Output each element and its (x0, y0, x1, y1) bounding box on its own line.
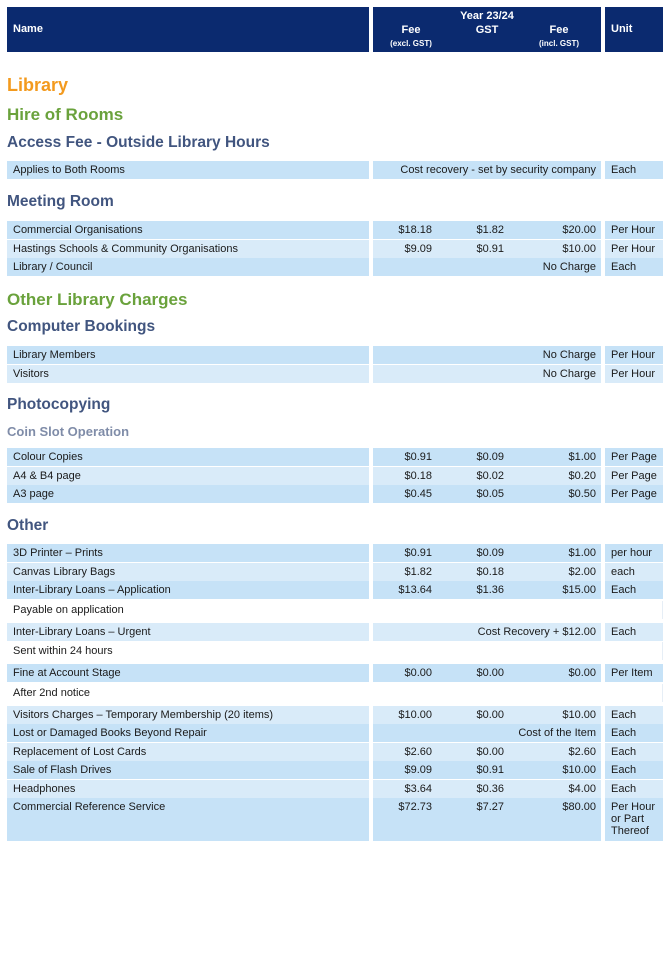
unit-cell (605, 706, 663, 724)
heading-coin-slot: Coin Slot Operation (7, 424, 130, 439)
gst-amount: $0.09 (476, 547, 504, 559)
header-gst: GST (475, 24, 499, 36)
name-cell (7, 563, 369, 581)
header-year: Year 23/24 (460, 10, 514, 22)
unit-cell (605, 761, 663, 779)
fee-excl-gst: $72.73 (398, 801, 432, 813)
heading-other: Other (7, 517, 49, 534)
fee-excl-gst: $9.09 (404, 764, 432, 776)
unit-cell (605, 664, 663, 682)
header-name: Name (13, 23, 43, 35)
note-text: Sent within 24 hours (13, 645, 113, 657)
value-cell (373, 346, 601, 364)
table-row (7, 365, 663, 383)
fee-incl-gst: $0.00 (568, 667, 596, 679)
gst-amount: $1.82 (476, 224, 504, 236)
item-name: Sale of Flash Drives (13, 764, 112, 776)
item-name: Library / Council (13, 261, 93, 273)
fee-incl-gst: $15.00 (562, 584, 596, 596)
header-fee-incl-sub: (incl. GST) (539, 39, 579, 48)
unit-text: Per Hour or Part Thereof (611, 801, 656, 837)
value-cell (373, 467, 601, 485)
heading-access-fee: Access Fee - Outside Library Hours (7, 134, 270, 151)
unit-text: Each (611, 764, 637, 776)
name-cell (7, 258, 369, 276)
unit-cell (605, 623, 663, 641)
name-cell (7, 798, 369, 841)
note-row (7, 601, 663, 619)
table-row (7, 706, 663, 724)
item-name: A4 & B4 page (13, 469, 81, 482)
table-row (7, 743, 663, 761)
item-name: Commercial Reference Service (13, 801, 166, 813)
name-cell (7, 581, 369, 599)
value-cell (373, 258, 601, 276)
name-cell (7, 448, 369, 466)
header-fee: Fee (401, 24, 421, 36)
header-name-cell (7, 7, 369, 52)
header-unit-cell (605, 7, 663, 52)
name-cell (7, 240, 369, 258)
fee-incl-gst: $10.00 (562, 764, 596, 776)
name-cell (7, 365, 369, 383)
fee-excl-gst: $2.60 (404, 745, 432, 758)
unit-cell (605, 724, 663, 742)
item-name: Replacement of Lost Cards (13, 745, 147, 758)
name-cell (7, 743, 369, 761)
fee-excl-gst: $0.18 (404, 469, 432, 482)
heading-meeting-room: Meeting Room (7, 193, 114, 210)
table-row (7, 563, 663, 581)
heading-photocopying: Photocopying (7, 396, 111, 413)
unit-text: Each (611, 782, 637, 795)
fee-incl-gst: $20.00 (562, 224, 596, 236)
value-cell (373, 485, 601, 503)
fee-note: Cost Recovery + $12.00 (477, 625, 596, 638)
fee-excl-gst: $9.09 (404, 242, 432, 255)
unit-text: Each (611, 164, 637, 176)
unit-cell (605, 365, 663, 383)
gst-amount: $0.00 (476, 667, 504, 679)
unit-text: Per Page (611, 488, 657, 500)
item-name: Canvas Library Bags (13, 565, 116, 578)
fee-note: No Charge (542, 261, 596, 273)
name-cell (7, 724, 369, 742)
fee-excl-gst: $0.91 (404, 547, 432, 559)
unit-text: Per Hour (611, 242, 656, 255)
unit-cell (605, 240, 663, 258)
value-cell (373, 761, 601, 779)
unit-text: Per Page (611, 469, 657, 482)
gst-amount: $1.36 (476, 584, 504, 596)
fee-incl-gst: $10.00 (562, 708, 596, 721)
note-text: Payable on application (13, 603, 124, 616)
table-row (7, 780, 663, 798)
value-cell (373, 563, 601, 581)
unit-text: Each (611, 708, 637, 721)
unit-text: Per Hour (611, 224, 656, 236)
fee-incl-gst: $80.00 (562, 801, 596, 813)
table-row (7, 448, 663, 466)
unit-cell (605, 563, 663, 581)
table-row (7, 346, 663, 364)
item-name: Headphones (13, 782, 76, 795)
unit-cell (605, 798, 663, 841)
gst-amount: $0.36 (476, 782, 504, 795)
table-row (7, 240, 663, 258)
item-name: 3D Printer – Prints (13, 547, 103, 559)
name-cell (7, 485, 369, 503)
table-row (7, 664, 663, 682)
item-name: Library Members (13, 349, 96, 361)
item-name: Hastings Schools & Community Organisations (13, 242, 238, 255)
value-cell (373, 365, 601, 383)
fee-note: Cost recovery - set by security company (400, 164, 596, 176)
value-cell (373, 581, 601, 599)
item-name: A3 page (13, 488, 54, 500)
name-cell (7, 544, 369, 562)
table-row (7, 724, 663, 742)
gst-amount: $0.02 (476, 469, 504, 482)
name-cell (7, 221, 369, 239)
name-cell (7, 664, 369, 682)
item-name: Lost or Damaged Books Beyond Repair (13, 727, 207, 739)
unit-cell (605, 467, 663, 485)
note-row (7, 684, 663, 702)
unit-cell (605, 161, 663, 179)
fee-incl-gst: $0.50 (568, 488, 596, 500)
fee-incl-gst: $0.20 (568, 469, 596, 482)
heading-other-library-charges: Other Library Charges (7, 290, 188, 309)
heading-hire-of-rooms: Hire of Rooms (7, 105, 124, 124)
table-row (7, 467, 663, 485)
value-cell (373, 798, 601, 841)
unit-text: Each (611, 727, 637, 739)
unit-text: Each (611, 625, 637, 638)
name-cell (7, 161, 369, 179)
unit-text: per hour (611, 547, 652, 559)
table-row (7, 258, 663, 276)
name-cell (7, 761, 369, 779)
item-name: Commercial Organisations (13, 224, 143, 236)
item-name: Inter-Library Loans – Urgent (13, 625, 151, 638)
unit-cell (605, 743, 663, 761)
table-row (7, 485, 663, 503)
fee-incl-gst: $4.00 (568, 782, 596, 795)
unit-cell (605, 780, 663, 798)
gst-amount: $0.00 (476, 745, 504, 758)
unit-cell (605, 485, 663, 503)
gst-amount: $0.91 (476, 242, 504, 255)
table-row (7, 161, 663, 179)
name-cell (7, 467, 369, 485)
unit-text: Per Hour (611, 349, 656, 361)
fee-excl-gst: $0.00 (404, 667, 432, 679)
fee-excl-gst: $13.64 (398, 584, 432, 596)
value-cell (373, 706, 601, 724)
unit-cell (605, 544, 663, 562)
header-year-cell (373, 7, 601, 52)
fee-incl-gst: $10.00 (562, 242, 596, 255)
gst-amount: $0.00 (476, 708, 504, 721)
value-cell (373, 724, 601, 742)
header-fee-sub: (excl. GST) (390, 39, 432, 48)
value-cell (373, 780, 601, 798)
fee-incl-gst: $2.00 (568, 565, 596, 578)
item-name: Fine at Account Stage (13, 667, 121, 679)
fee-excl-gst: $18.18 (398, 224, 432, 236)
item-name: Visitors (13, 367, 49, 380)
value-cell (373, 221, 601, 239)
unit-text: Each (611, 584, 637, 596)
value-cell (373, 623, 601, 641)
fee-excl-gst: $1.82 (404, 565, 432, 578)
note-row (7, 642, 663, 660)
gst-amount: $0.18 (476, 565, 504, 578)
name-cell (7, 623, 369, 641)
table-row (7, 623, 663, 641)
heading-library: Library (7, 75, 69, 95)
value-cell (373, 743, 601, 761)
unit-cell (605, 221, 663, 239)
table-row (7, 798, 663, 841)
fee-note: Cost of the Item (518, 727, 596, 739)
item-name: Inter-Library Loans – Application (13, 584, 171, 596)
gst-amount: $0.05 (476, 488, 504, 500)
note-text: After 2nd notice (13, 686, 91, 699)
fee-note: No Charge (542, 349, 596, 361)
table-row (7, 221, 663, 239)
heading-computer-bookings: Computer Bookings (7, 318, 156, 335)
unit-cell (605, 581, 663, 599)
name-cell (7, 346, 369, 364)
unit-text: Each (611, 261, 637, 273)
name-cell (7, 706, 369, 724)
fee-excl-gst: $3.64 (404, 782, 432, 795)
table-row (7, 761, 663, 779)
unit-text: Per Hour (611, 367, 656, 380)
table-row (7, 581, 663, 599)
unit-text: Each (611, 745, 637, 758)
unit-cell (605, 448, 663, 466)
item-name: Colour Copies (13, 451, 83, 463)
fee-note: No Charge (542, 367, 596, 380)
item-name: Applies to Both Rooms (13, 164, 125, 176)
fee-excl-gst: $0.45 (404, 488, 432, 500)
value-cell (373, 161, 601, 179)
gst-amount: $0.09 (476, 451, 504, 463)
unit-text: each (611, 565, 635, 578)
unit-text: Per Page (611, 451, 657, 463)
item-name: Visitors Charges – Temporary Membership (20 items) (13, 708, 274, 721)
unit-cell (605, 258, 663, 276)
unit-text: Per Item (611, 667, 653, 679)
header-fee-incl: Fee (549, 24, 569, 36)
gst-amount: $0.91 (476, 764, 504, 776)
fee-incl-gst: $1.00 (568, 547, 596, 559)
fee-incl-gst: $1.00 (568, 451, 596, 463)
value-cell (373, 544, 601, 562)
fee-excl-gst: $0.91 (404, 451, 432, 463)
fee-excl-gst: $10.00 (398, 708, 432, 721)
unit-cell (605, 346, 663, 364)
value-cell (373, 240, 601, 258)
gst-amount: $7.27 (476, 801, 504, 813)
header-unit: Unit (611, 23, 633, 35)
table-row (7, 544, 663, 562)
table-header (7, 7, 663, 52)
fee-incl-gst: $2.60 (568, 745, 596, 758)
value-cell (373, 448, 601, 466)
value-cell (373, 664, 601, 682)
name-cell (7, 780, 369, 798)
